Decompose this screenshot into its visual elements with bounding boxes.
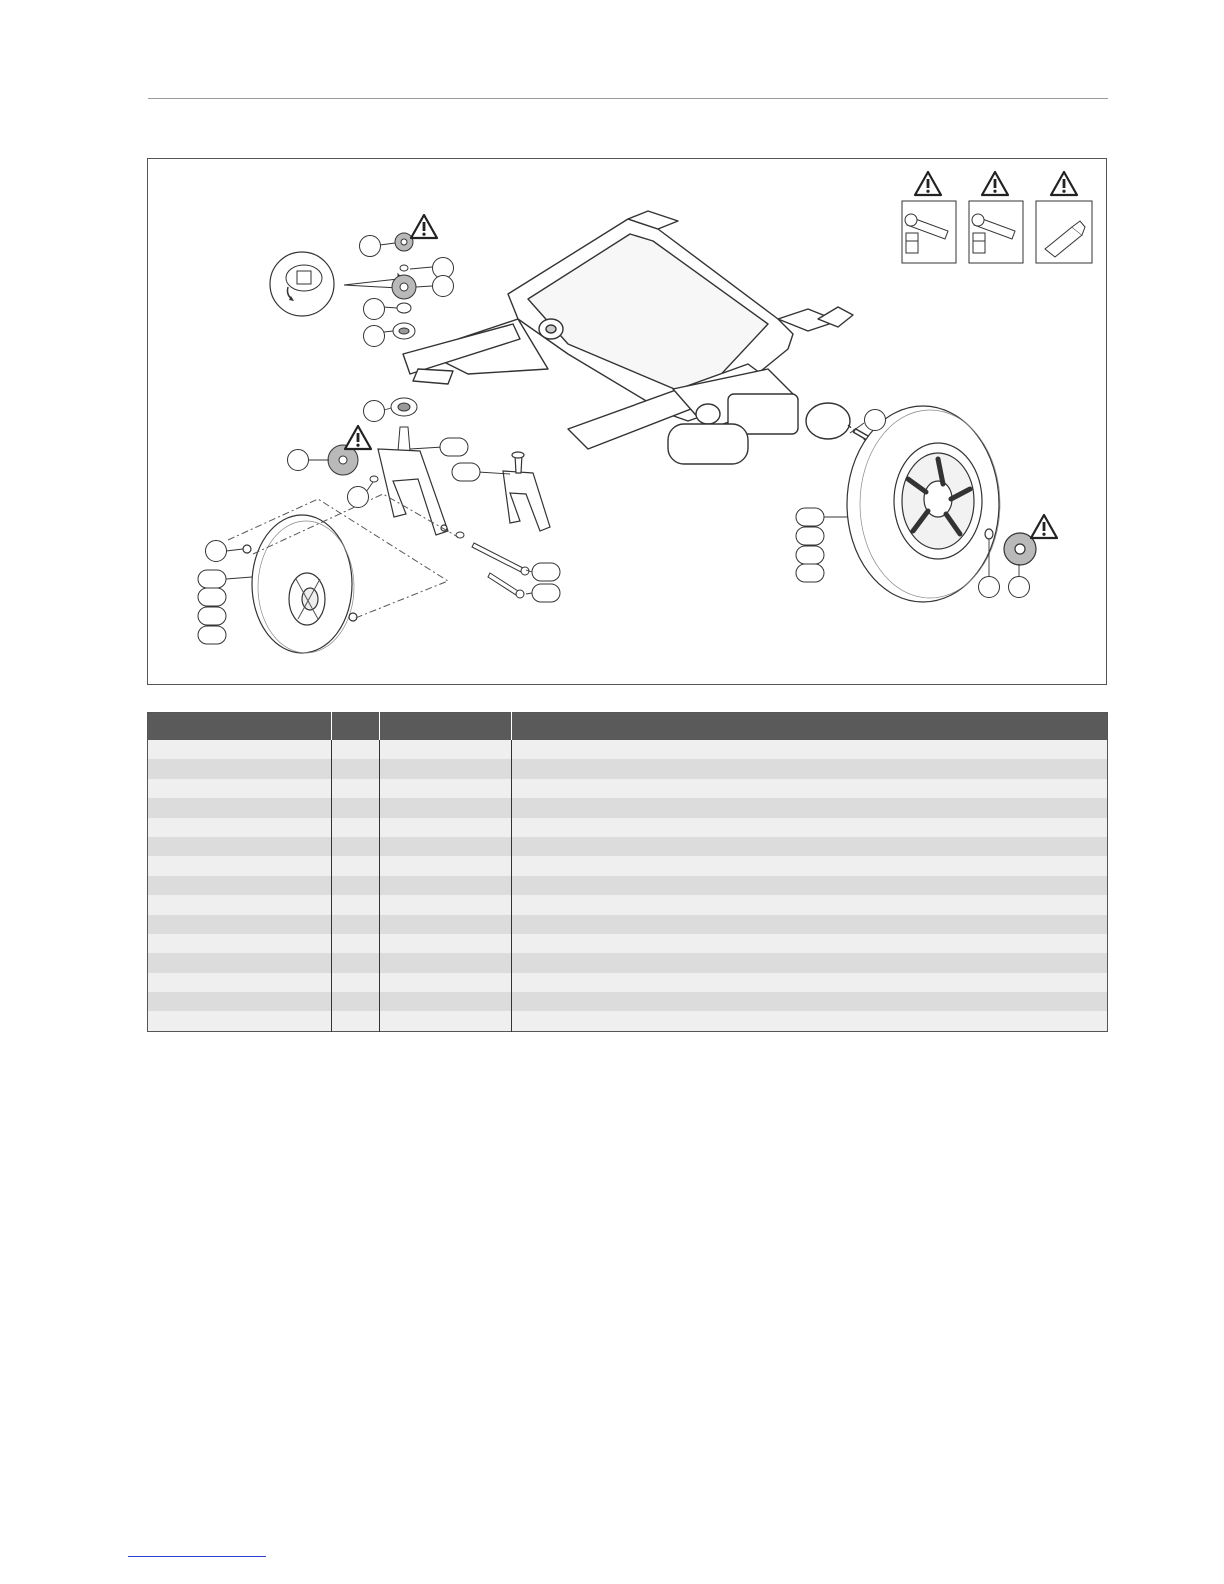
table-cell — [148, 934, 332, 953]
table-cell — [148, 759, 332, 778]
table-cell — [380, 856, 512, 875]
table-cell — [380, 779, 512, 798]
table-cell — [512, 856, 1108, 875]
table-cell — [332, 973, 380, 992]
table-cell — [512, 837, 1108, 856]
table-cell — [512, 915, 1108, 934]
table-cell — [332, 759, 380, 778]
column-header — [380, 713, 512, 741]
callout-drive-wheel — [796, 527, 824, 545]
callout-axle-bolts — [1009, 577, 1030, 598]
callout-caster-fork — [440, 438, 468, 456]
rotation-detail-icon — [270, 252, 334, 316]
warning-triangle-icon — [345, 426, 371, 449]
table-cell — [332, 798, 380, 817]
column-header — [512, 713, 1108, 741]
axle-bolts — [472, 543, 529, 598]
threadlocker-tube-icon — [1036, 172, 1092, 263]
callout-stem — [360, 236, 381, 257]
table-cell — [380, 895, 512, 914]
table-cell — [380, 973, 512, 992]
castor-wheel — [243, 515, 357, 653]
callout-drive-wheel — [796, 546, 824, 564]
table-cell — [512, 895, 1108, 914]
table-cell — [512, 798, 1108, 817]
table-cell — [380, 837, 512, 856]
callout-castor-wheel — [198, 570, 226, 588]
header-rule — [148, 98, 1108, 99]
table-cell — [512, 934, 1108, 953]
callout-caster-fork — [348, 487, 369, 508]
footer-link-underline — [128, 1556, 266, 1557]
drive-wheel — [847, 406, 1036, 602]
table-cell — [332, 837, 380, 856]
callout-stem — [433, 276, 454, 297]
stem-stack — [391, 233, 417, 451]
table-row — [148, 856, 1108, 875]
column-header — [148, 713, 332, 741]
table-cell — [512, 876, 1108, 895]
table-cell — [380, 934, 512, 953]
table-row — [148, 837, 1108, 856]
exploded-view-drawing — [148, 159, 1107, 685]
table-cell — [332, 953, 380, 972]
table-row — [148, 973, 1108, 992]
callout-castor-wheel — [198, 626, 226, 644]
exploded-parts-diagram — [147, 158, 1107, 685]
table-row — [148, 953, 1108, 972]
table-cell — [148, 876, 332, 895]
callout-stem — [364, 401, 385, 422]
table-cell — [148, 779, 332, 798]
table-row — [148, 779, 1108, 798]
callout-stem — [364, 299, 385, 320]
table-cell — [332, 992, 380, 1011]
table-cell — [380, 1011, 512, 1031]
caster-fork-left — [378, 449, 448, 535]
callout-drive-wheel — [979, 577, 1000, 598]
table-cell — [512, 779, 1108, 798]
table-cell — [332, 915, 380, 934]
table-cell — [148, 915, 332, 934]
table-cell — [332, 876, 380, 895]
table-cell — [332, 856, 380, 875]
table-cell — [512, 759, 1108, 778]
table-cell — [332, 818, 380, 837]
table-cell — [148, 856, 332, 875]
table-cell — [332, 895, 380, 914]
table-row — [148, 934, 1108, 953]
table-cell — [380, 759, 512, 778]
table-cell — [148, 1011, 332, 1031]
table-cell — [380, 876, 512, 895]
table-cell — [148, 740, 332, 759]
caster-fork-right — [503, 452, 550, 531]
table-row — [148, 818, 1108, 837]
table-cell — [512, 1011, 1108, 1031]
frame-drawing — [403, 211, 875, 464]
callout-drive-wheel — [796, 508, 824, 526]
callout-caster-fork — [288, 450, 309, 471]
callout-drive-wheel — [865, 410, 886, 431]
warning-triangle-icon — [411, 215, 437, 238]
table-cell — [380, 915, 512, 934]
table-cell — [148, 818, 332, 837]
table-row — [148, 798, 1108, 817]
table-cell — [380, 818, 512, 837]
table-row — [148, 876, 1108, 895]
table-cell — [148, 973, 332, 992]
parts-table — [147, 712, 1108, 1032]
table-row — [148, 895, 1108, 914]
callout-caster-fork — [532, 584, 560, 602]
callout-drive-wheel — [796, 564, 824, 582]
table-cell — [332, 934, 380, 953]
table-cell — [332, 740, 380, 759]
table-row — [148, 1011, 1108, 1031]
table-cell — [380, 992, 512, 1011]
callout-castor-wheel — [206, 541, 227, 562]
table-cell — [380, 953, 512, 972]
table-row — [148, 915, 1108, 934]
table-row — [148, 992, 1108, 1011]
table-cell — [380, 740, 512, 759]
table-cell — [380, 798, 512, 817]
table-cell — [512, 992, 1108, 1011]
table-cell — [512, 973, 1108, 992]
table-cell — [148, 837, 332, 856]
table-cell — [148, 992, 332, 1011]
table-cell — [332, 779, 380, 798]
torque-wrench-icon — [969, 172, 1023, 263]
table-header-row — [148, 713, 1108, 741]
callout-stem — [364, 326, 385, 347]
table-cell — [148, 798, 332, 817]
table-cell — [332, 1011, 380, 1031]
callout-caster-fork — [452, 463, 480, 481]
callout-castor-wheel — [198, 588, 226, 606]
table-cell — [148, 953, 332, 972]
table-row — [148, 740, 1108, 759]
table-cell — [512, 953, 1108, 972]
torque-wrench-icon — [902, 172, 956, 263]
warning-triangle-icon — [1031, 515, 1057, 538]
callout-castor-wheel — [198, 607, 226, 625]
table-cell — [148, 895, 332, 914]
table-cell — [512, 740, 1108, 759]
table-cell — [512, 818, 1108, 837]
callout-caster-fork — [532, 563, 560, 581]
table-row — [148, 759, 1108, 778]
column-header — [332, 713, 380, 741]
